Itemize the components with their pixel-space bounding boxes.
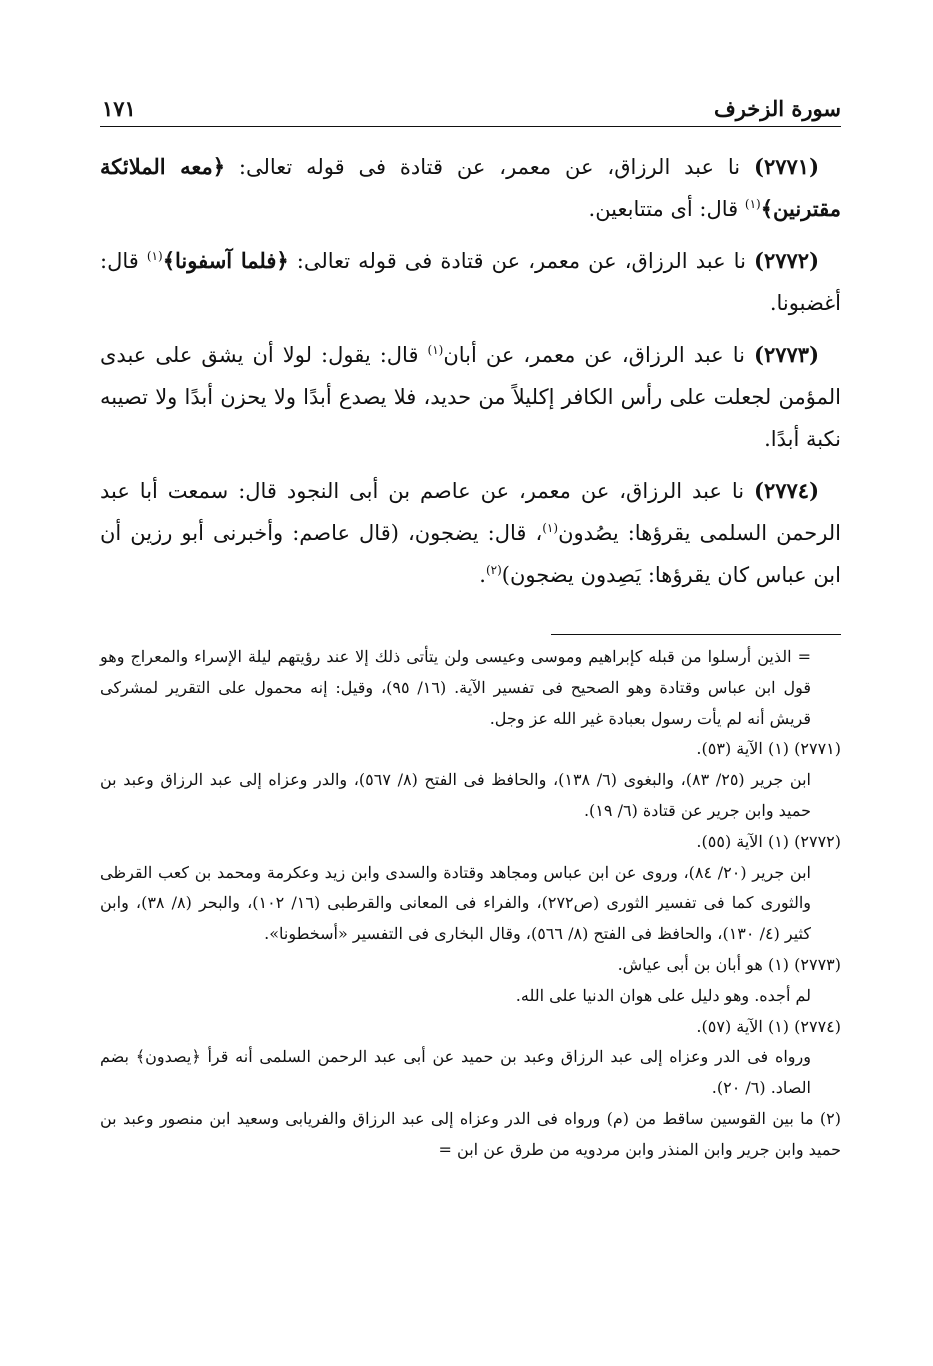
footnote-2771-label: (٢٧٧١) (١) الآية (٥٣). — [696, 739, 841, 759]
footnote-2774-2: (٢) ما بين القوسين ساقط من (م) ورواه فى الدر وعزاه إلى عبد الرزاق والفريابى وسعيد ابن منصور وعبد بن حميد وابن جرير وابن المنذر وابن مردويه من طرق عن ابن = — [100, 1108, 841, 1159]
footnote-2773-text: لم أجده. وهو دليل على هوان الدنيا على الله. — [515, 985, 811, 1005]
hadith-text: نا عبد الرزاق، عن معمر، عن عاصم بن أبى النجود قال: سمعت أبا عبد الرحمن السلمى يقرؤها: يصُدون — [100, 479, 842, 545]
footnote-2774-label: (٢٧٧٤) (١) الآية (٥٧). — [696, 1016, 841, 1036]
footnote-2772-text: ابن جرير (٢٠/ ٨٤)، وروى عن ابن عباس ومجاهد وقتادة والسدى وابن زيد وعكرمة ومحمد بن كعب القرظى والثورى كما فى تفسير الثورى (ص٢٧٢)، والفراء فى المعانى والقرطبى (١٦/ ١٠٢)، والبحر (٨/ ٣٨)، وابن كثير (٤/ ١٣٠)، والحافظ فى الفتح (٨/ ٥٦٦)، وقال البخارى فى التفسير «أسخطونا». — [100, 862, 811, 944]
hadith-2771 — [100, 146, 841, 230]
page-header — [100, 92, 841, 127]
footnote-continuation: = الذين أرسلوا من قبله كإبراهيم وموسى وعيسى ولن يتأتى ذلك إلا عند رؤيتهم ليلة الإسراء والمعراج وهو قول ابن عباس وقتادة وهو الصحيح فى تفسير الآية. (١٦/ ٩٥)، وقيل: إنه محمول على التقرير لمشركى قريش أنه لم يأت رسول بعبادة غير الله عز وجل. — [100, 647, 812, 728]
footnote-ref: (١) — [542, 521, 559, 535]
page-number: ١٧١ — [102, 96, 136, 121]
hadith-text: قال: أغضبونا. — [100, 249, 841, 315]
footnote-2773-label: (٢٧٧٣) (١) هو أبان بن أبى عياش. — [617, 954, 841, 974]
footnote-ref: (١) — [744, 197, 761, 211]
footnote-divider — [551, 634, 841, 635]
surah-title: سورة الزخرف — [713, 96, 841, 121]
footnote-2772-label: (٢٧٧٢) (١) الآية (٥٥). — [696, 831, 841, 851]
hadith-text: نا عبد الرزاق، عن معمر، عن قتادة فى قوله تعالى: — [288, 249, 754, 273]
footnote-2771-text: ابن جرير (٢٥/ ٨٣)، والبغوى (٦/ ١٣٨)، والحافظ فى الفتح (٨/ ٥٦٧)، والدر وعزاه إلى عبد الرزاق وعبد بن حميد وابن جرير عن قتادة (٦/ ١٩). — [100, 770, 811, 820]
hadith-text: نا عبد الرزاق، عن معمر، عن أبان — [443, 343, 754, 367]
hadith-text: نا عبد الرزاق، عن معمر، عن قتادة فى قوله تعالى: — [225, 155, 754, 179]
main-text — [100, 146, 841, 606]
hadith-text: ، قال: يضجون، (قال عاصم: وأخبرنى أبو رزين أن ابن عباس كان يقرؤها: يَصِدون يضجون) — [100, 521, 841, 587]
hadith-text: . — [479, 563, 486, 587]
footnote-2774-text: ورواه فى الدر وعزاه إلى عبد الرزاق وعبد بن حميد عن أبى عبد الرحمن السلمى أنه قرأ ﴿يصدون﴾ بضم الصاد. (٦/ ٢٠). — [100, 1047, 811, 1098]
hadith-number: (٢٧٧٤) — [754, 478, 820, 503]
hadith-number: (٢٧٧١) — [754, 154, 819, 179]
hadith-text: قال: يقول: لولا أن يشق على عبدى المؤمن لجعلت على رأس الكافر إكليلاً من حديد، فلا يصدع أبدًا ولا يحزن أبدًا ولا تصيبه نكبة أبدًا. — [100, 343, 841, 451]
hadith-2773 — [100, 334, 841, 460]
footnote-ref: (١) — [146, 249, 163, 263]
footnotes — [100, 642, 841, 1166]
quran-verse: ﴿فلما آسفونا﴾ — [162, 248, 289, 273]
quran-verse: ﴿معه الملائكة مقترنين﴾ — [100, 154, 841, 221]
footnote-ref: (٢) — [485, 563, 502, 577]
hadith-2772 — [100, 240, 841, 324]
footnote-ref: (١) — [427, 343, 444, 357]
hadith-text: قال: أى متتابعين. — [588, 197, 745, 221]
hadith-number: (٢٧٧٢) — [754, 248, 819, 273]
hadith-number: (٢٧٧٣) — [754, 342, 819, 367]
hadith-2774 — [100, 470, 841, 596]
